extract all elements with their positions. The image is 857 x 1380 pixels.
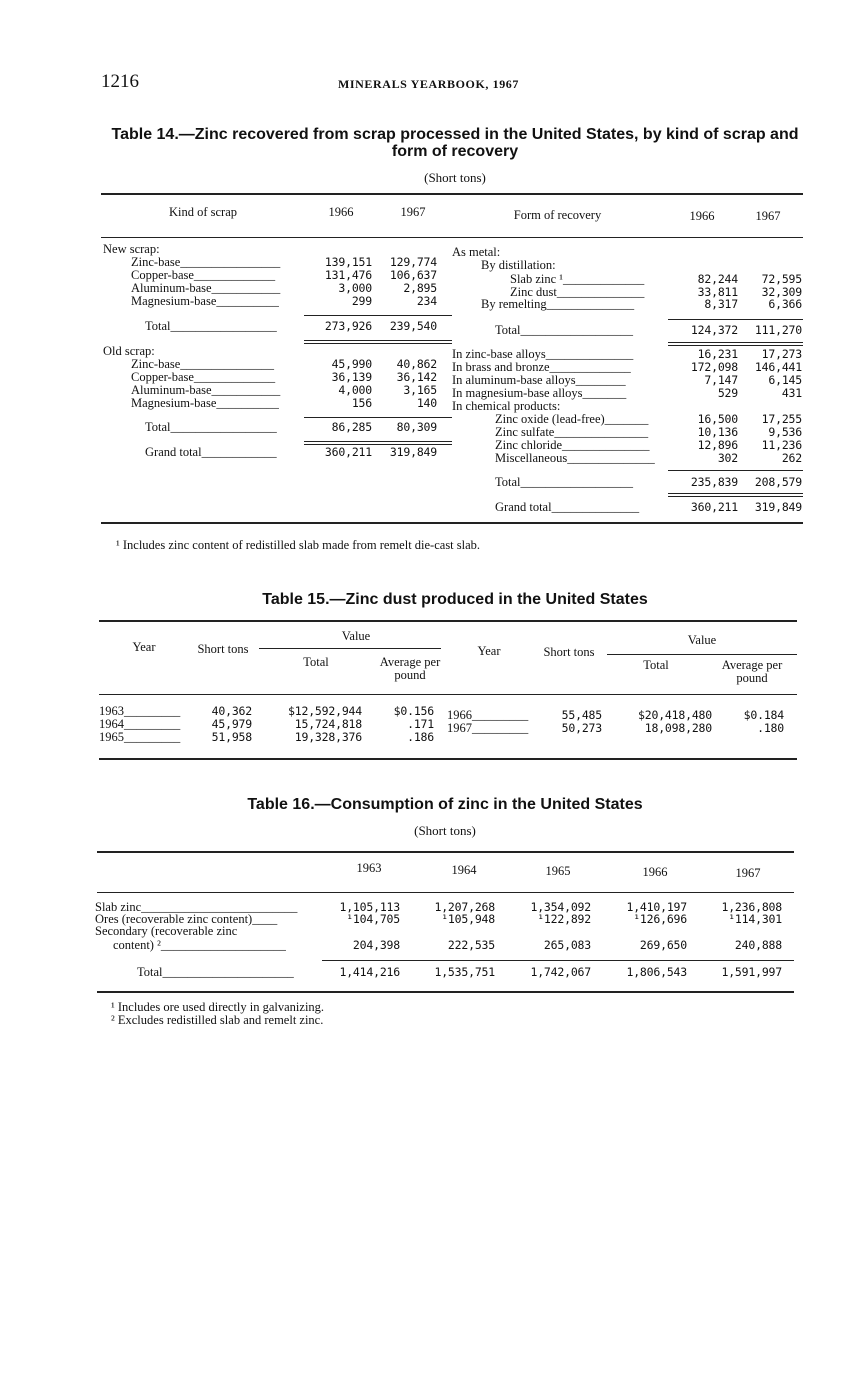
table-15-total: 15,724,818 [294,717,362,731]
table-15-header-total-right: Total [643,658,669,672]
table-14-right-1966: 124,372 [690,323,738,337]
table-14-right-1967: 6,145 [768,373,802,387]
running-head: MINERALS YEARBOOK, 1967 [337,77,520,91]
rule [668,493,803,497]
table-14-right-1966: 360,211 [690,500,738,514]
table-15-header-short-tons-right: Short tons [543,645,595,659]
page-number: 1216 [101,71,139,92]
table-16-title: Table 16.—Consumption of zinc in the United States [247,796,643,813]
table-14-right-1966: 33,811 [697,285,738,299]
rule [304,315,452,316]
table-14-right-1966: 302 [717,451,738,465]
table-16-cell: 1,105,113 [339,900,400,914]
table-14-right-1967: 17,255 [761,412,802,426]
table-16-row-label: Slab zinc_________________________ [95,900,298,914]
table-16-cell: 1,207,268 [434,900,495,914]
table-16-top-rule [97,851,794,853]
table-14-right-1967: 11,236 [761,438,802,452]
table-15-header-total: Total [303,655,329,669]
table-14-right-label: In magnesium-base alloys_______ [452,386,627,400]
table-16-cell: ¹126,696 [633,912,687,926]
table-16-footnote-1: ¹ Includes ore used directly in galvanizing. [111,1000,325,1014]
table-15-header-short-tons: Short tons [197,642,249,656]
table-14-left-1966: 139,151 [324,255,372,269]
table-14-left-1967: 234 [416,294,437,308]
table-16-subtitle: (Short tons) [414,823,476,838]
table-16-footnote-2: ² Excludes redistilled slab and remelt zinc. [111,1013,324,1027]
table-16-cell: 1,354,092 [530,900,591,914]
table-16-cell: 1,236,808 [721,900,782,914]
table-14-left-1967: 319,849 [389,445,437,459]
table-15-year: 1965_________ [99,730,181,744]
table-14-left-label: Aluminum-base___________ [131,383,281,397]
table-14-subtitle: (Short tons) [424,170,486,185]
table-16-header-year: 1965 [545,864,571,878]
table-15-total: $12,592,944 [288,704,362,718]
table-14-left-1966: 3,000 [338,281,372,295]
table-14-right-label: Grand total______________ [495,500,640,514]
table-14-right-1967: 431 [781,386,802,400]
table-14-right-label: Zinc oxide (lead-free)_______ [495,412,649,426]
table-15-tons: 45,979 [211,717,252,731]
table-16-cell: 1,410,197 [626,900,687,914]
table-15-tons: 50,273 [561,721,602,735]
table-14-right-label: Total__________________ [495,323,634,337]
table-14-title-line1: Table 14.—Zinc recovered from scrap processed in the United States, by kind of scrap and [111,126,799,143]
table-15-tons: 40,362 [211,704,252,718]
table-14-header-1966b: 1966 [689,209,715,223]
table-14-left-1967: 80,309 [396,420,437,434]
table-14-left-1966: 86,285 [331,420,372,434]
rule [304,340,452,344]
table-14-left-1966: 131,476 [324,268,372,282]
table-14-header-1967b: 1967 [755,209,781,223]
table-14-right-1967: 262 [781,451,802,465]
table-14-left-label: Zinc-base________________ [131,255,281,269]
table-15-tons: 51,958 [211,730,252,744]
table-14-right-1967: 111,270 [754,323,802,337]
table-14-left-1967: 239,540 [389,319,437,333]
table-14-top-rule [101,193,803,195]
table-15-header-value: Value [341,629,371,643]
rule [322,960,794,961]
table-15-average: $0.156 [393,704,434,718]
table-15-average: .180 [757,721,784,735]
table-14-header-1967: 1967 [400,205,426,219]
table-14-right-1966: 10,136 [697,425,738,439]
table-14-right-label: In chemical products: [452,399,561,413]
rule [259,648,441,649]
table-15-header-average: Average per pound [379,655,441,682]
table-14-left-label: Grand total____________ [145,445,277,459]
table-14-left-label: New scrap: [103,242,160,256]
table-14-right-1967: 9,536 [768,425,802,439]
table-14-title-line2: form of recovery [391,143,519,160]
table-16-cell: ¹114,301 [728,912,782,926]
rule [304,441,452,445]
table-14-right-1966: 8,317 [704,297,738,311]
table-14-header-rule [101,237,803,238]
table-14-left-1967: 3,165 [403,383,437,397]
table-16-row-label: Total_____________________ [137,965,294,979]
table-14-right-1966: 235,839 [690,475,738,489]
table-14-left-1966: 156 [351,396,372,410]
table-14-left-label: Aluminum-base___________ [131,281,281,295]
table-14-left-1966: 4,000 [338,383,372,397]
table-16-cell: 204,398 [352,938,400,952]
table-14-right-1966: 12,896 [697,438,738,452]
table-14-left-label: Total_________________ [145,420,277,434]
table-14-right-label: As metal: [452,245,501,259]
table-15-year: 1966_________ [447,708,529,722]
table-14-right-1966: 16,231 [697,347,738,361]
table-14-left-label: Copper-base_____________ [131,370,276,384]
table-15-header-year: Year [132,640,156,654]
table-16-row-label: content) ²____________________ [113,938,286,952]
table-14-left-label: Total_________________ [145,319,277,333]
table-14-right-label: In brass and bronze_____________ [452,360,631,374]
rule [607,654,797,655]
table-14-left-1967: 40,862 [396,357,437,371]
table-14-left-label: Zinc-base_______________ [131,357,275,371]
rule [668,470,803,471]
table-15-year: 1964_________ [99,717,181,731]
table-14-right-1967: 32,309 [761,285,802,299]
table-15-average: .171 [407,717,434,731]
table-16-cell: 265,083 [543,938,591,952]
table-16-cell: 240,888 [734,938,782,952]
table-15-header-average-right: Average per pound [721,658,783,685]
table-16-cell: ¹104,705 [346,912,400,926]
table-16-header-year: 1963 [356,861,382,875]
table-14-right-1967: 6,366 [768,297,802,311]
table-15-year: 1967_________ [447,721,529,735]
table-14-right-label: In zinc-base alloys______________ [452,347,634,361]
table-14-right-label: Slab zinc ¹_____________ [510,272,645,286]
table-14-left-1967: 2,895 [403,281,437,295]
table-14-right-label: By distillation: [481,258,556,272]
table-16-header-year: 1967 [735,866,761,880]
table-16-row-label: Secondary (recoverable zinc [95,924,238,938]
table-15-header-value-right: Value [687,633,717,647]
table-14-left-1966: 45,990 [331,357,372,371]
table-15-header-year-right: Year [477,644,501,658]
table-15-header-rule [99,694,797,695]
table-14-right-1966: 82,244 [697,272,738,286]
table-14-right-label: Zinc chloride______________ [495,438,650,452]
table-16-header-rule [97,892,794,893]
table-14-right-label: In aluminum-base alloys________ [452,373,626,387]
table-16-cell: 1,414,216 [339,965,400,979]
table-15-title: Table 15.—Zinc dust produced in the United States [262,591,648,608]
table-14-left-1967: 36,142 [396,370,437,384]
table-16-header-year: 1964 [451,863,477,877]
table-14-left-label: Copper-base_____________ [131,268,276,282]
table-14-right-label: By remelting______________ [481,297,635,311]
table-14-right-1967: 17,273 [761,347,802,361]
table-16-cell: 1,742,067 [530,965,591,979]
table-14-right-1967: 72,595 [761,272,802,286]
table-15-total: $20,418,480 [638,708,712,722]
table-14-right-1966: 16,500 [697,412,738,426]
table-14-left-1967: 129,774 [389,255,437,269]
table-16-header-year: 1966 [642,865,668,879]
table-14-right-1967: 319,849 [754,500,802,514]
table-14-left-1966: 360,211 [324,445,372,459]
table-16-cell: ¹122,892 [537,912,591,926]
table-16-bottom-rule [97,991,794,993]
table-14-left-1967: 106,637 [389,268,437,282]
table-14-right-label: Total__________________ [495,475,634,489]
table-14-header-kind: Kind of scrap [168,205,238,219]
table-16-cell: ¹105,948 [441,912,495,926]
table-14-right-label: Miscellaneous______________ [495,451,655,465]
table-14-right-1967: 208,579 [754,475,802,489]
table-14-header-form: Form of recovery [513,208,602,222]
table-14-left-1966: 273,926 [324,319,372,333]
rule [668,342,803,346]
table-14-left-label: Magnesium-base__________ [131,396,279,410]
table-16-cell: 1,535,751 [434,965,495,979]
table-16-cell: 1,591,997 [721,965,782,979]
table-16-cell: 222,535 [447,938,495,952]
table-15-year: 1963_________ [99,704,181,718]
table-15-tons: 55,485 [561,708,602,722]
table-15-average: .186 [407,730,434,744]
table-16-cell: 1,806,543 [626,965,687,979]
table-14-left-label: Old scrap: [103,344,155,358]
table-14-footnote: ¹ Includes zinc content of redistilled slab made from remelt die-cast slab. [116,538,481,552]
table-14-left-1967: 140 [416,396,437,410]
table-15-total: 18,098,280 [644,721,712,735]
table-14-right-1966: 7,147 [704,373,738,387]
table-15-average: $0.184 [743,708,784,722]
table-15-top-rule [99,620,797,622]
table-15-total: 19,328,376 [294,730,362,744]
table-14-left-1966: 36,139 [331,370,372,384]
rule [668,319,803,320]
table-16-row-label: Ores (recoverable zinc content)____ [95,912,278,926]
table-14-right-1967: 146,441 [754,360,802,374]
table-14-left-label: Magnesium-base__________ [131,294,279,308]
table-14-left-1966: 299 [351,294,372,308]
table-14-bottom-rule [101,522,803,524]
table-14-right-label: Zinc dust______________ [510,285,645,299]
rule [304,417,452,418]
table-15-bottom-rule [99,758,797,760]
table-14-header-1966: 1966 [328,205,354,219]
table-14-right-1966: 529 [717,386,738,400]
table-16-cell: 269,650 [639,938,687,952]
table-14-right-1966: 172,098 [690,360,738,374]
table-14-right-label: Zinc sulfate_______________ [495,425,649,439]
